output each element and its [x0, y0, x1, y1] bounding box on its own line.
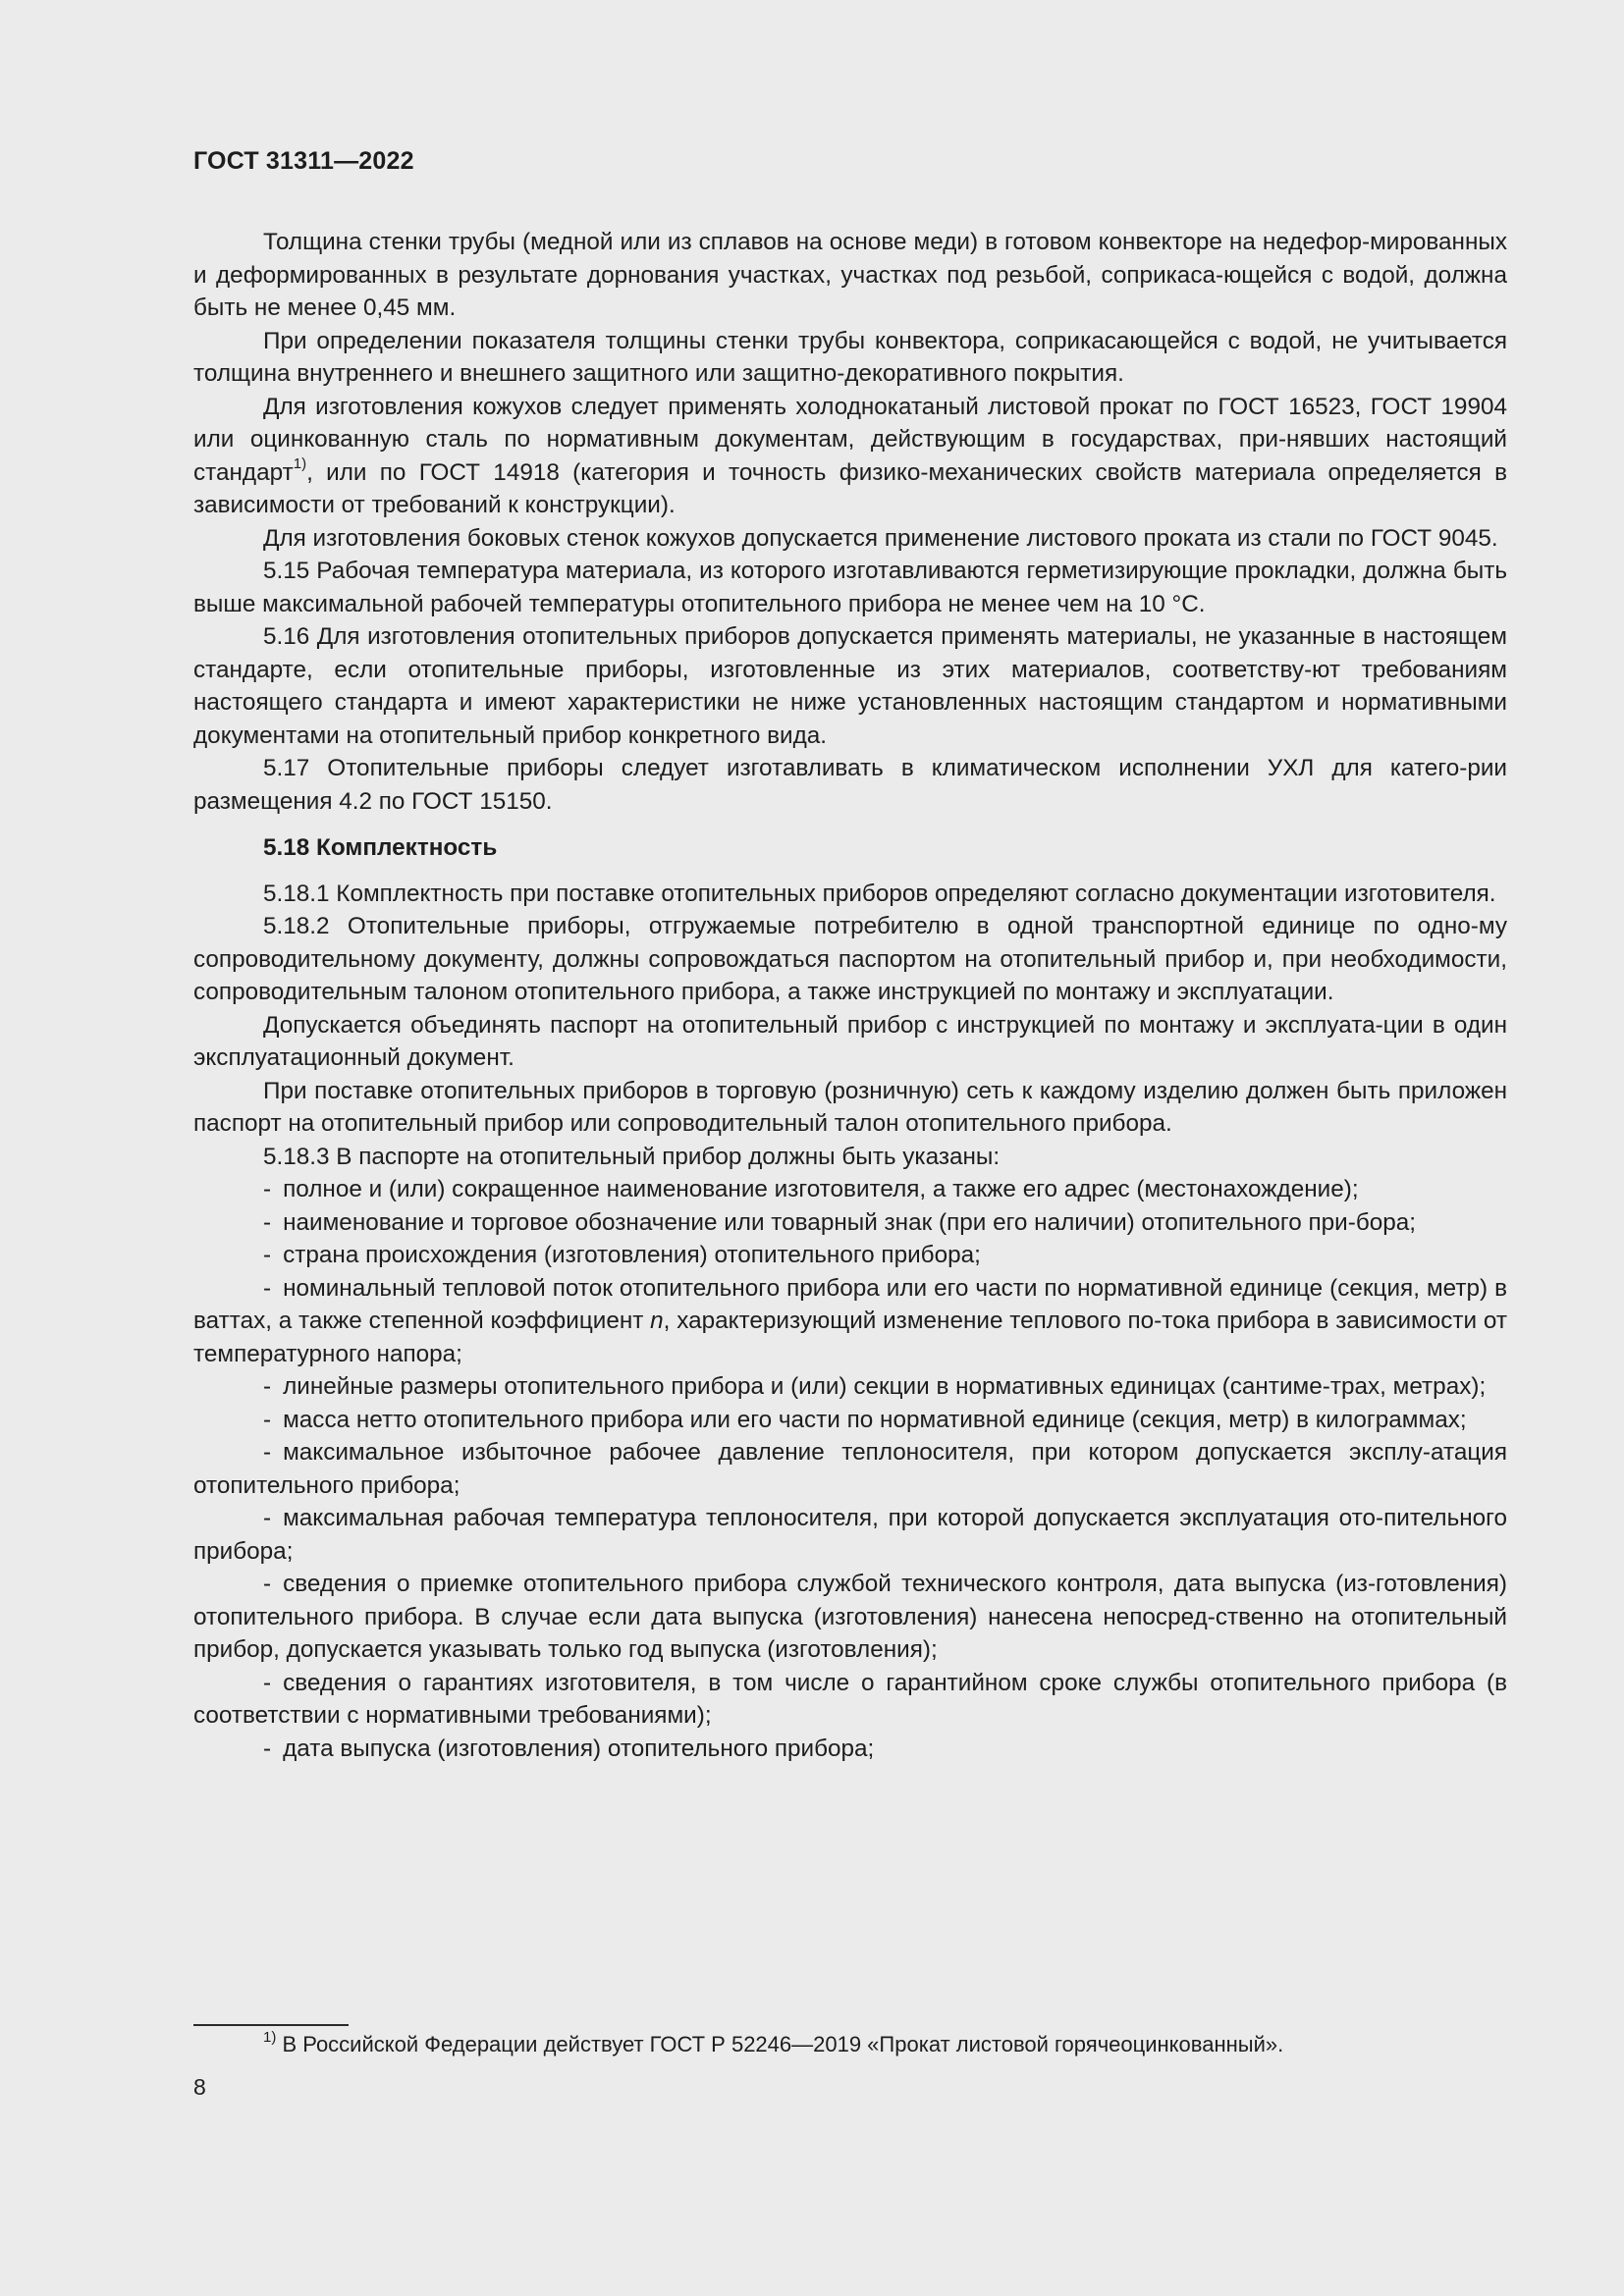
- list-item-text: номинальный тепловой поток отопительного прибора или его части по нормативной единице (секция, метр) в ваттах, а также степенной коэффициент: [193, 1274, 1507, 1334]
- footnote-divider: [193, 2024, 349, 2026]
- paragraph-coating-thickness: При определении показателя толщины стенки трубы конвектора, соприкасающейся с водой, не учитывается толщина внутреннего и внешнего защитного или защитно-декоративного покрытия.: [193, 327, 1507, 387]
- list-dash: -: [263, 1505, 272, 1531]
- list-item: [193, 1370, 1507, 1404]
- paragraph-5-18-1: 5.18.1 Комплектность при поставке отопительных приборов определяют согласно документации изготовителя.: [263, 880, 1496, 907]
- footnote-marker: 1): [263, 2028, 277, 2046]
- list-item-text: максимальная рабочая температура теплоносителя, при которой допускается эксплуатация ото-пительного прибора;: [193, 1505, 1507, 1565]
- list-item-text: страна происхождения (изготовления) отопительного прибора;: [283, 1242, 981, 1268]
- list-item: [193, 1272, 1507, 1371]
- footnote-text: В Российской Федерации действует ГОСТ Р 52246—2019 «Прокат листовой горячеоцинкованный».: [276, 2032, 1284, 2056]
- list-dash: -: [263, 1406, 272, 1433]
- footnote: [263, 2030, 1283, 2059]
- list-item-text: максимальное избыточное рабочее давление теплоносителя, при котором допускается эксплу-атация отопительного прибора;: [193, 1439, 1507, 1499]
- paragraph-5-18-2: 5.18.2 Отопительные приборы, отгружаемые потребителю в одной транспортной единице по одно-му сопроводительному документу, должны сопровождаться паспортом на отопительный прибор и, при необходимости, сопроводительным талоном отопительного прибора, а также инструкцией по монтажу и эксплуатации.: [193, 913, 1507, 1005]
- page-number: 8: [193, 2074, 206, 2100]
- list-dash: -: [263, 1571, 272, 1597]
- list-item: [193, 1404, 1507, 1437]
- list-item-text: полное и (или) сокращенное наименование изготовителя, а также его адрес (местонахождение);: [283, 1176, 1359, 1202]
- paragraph-5-16: 5.16 Для изготовления отопительных приборов допускается применять материалы, не указанные в настоящем стандарте, если отопительные приборы, изготовленные из этих материалов, соответству-ют требованиям настоящего стандарта и имеют характеристики не ниже установленных настоящим стандартом и нормативными документами на отопительный прибор конкретного вида.: [193, 623, 1507, 749]
- list-item-text: сведения о гарантиях изготовителя, в том числе о гарантийном сроке службы отопительного прибора (в соответствии с нормативными требованиями);: [193, 1669, 1507, 1729]
- list-dash: -: [263, 1735, 272, 1762]
- paragraph-combined-passport: Допускается объединять паспорт на отопительный прибор с инструкцией по монтажу и эксплуата-ции в один эксплуатационный документ.: [193, 1011, 1507, 1071]
- paragraph-side-walls: Для изготовления боковых стенок кожухов допускается применение листового проката из стали по ГОСТ 9045.: [263, 524, 1498, 552]
- list-dash: -: [263, 1274, 272, 1302]
- list-dash: -: [263, 1208, 272, 1236]
- variable-n: n: [650, 1308, 664, 1334]
- list-dash: -: [263, 1669, 272, 1696]
- list-dash: -: [263, 1439, 272, 1466]
- paragraph-text: , или по ГОСТ 14918 (категория и точность физико-механических свойств материала определяется в зависимости от требований к конструкции).: [193, 458, 1507, 518]
- list-item-text: сведения о приемке отопительного прибора службой технического контроля, дата выпуска (из-готовления) отопительного прибора. В случае если дата выпуска (изготовления) нанесена непосред-ственно на отопительный прибор, допускается указывать только год выпуска (изготовления);: [193, 1571, 1507, 1663]
- list-dash: -: [263, 1373, 272, 1400]
- list-item: [193, 1173, 1507, 1206]
- list-item: [193, 1667, 1507, 1733]
- paragraph-5-15: 5.15 Рабочая температура материала, из которого изготавливаются герметизирующие прокладки, должна быть выше максимальной рабочей температуры отопительного прибора не менее чем на 10 °С.: [193, 558, 1507, 617]
- list-item: [193, 1436, 1507, 1502]
- list-item-text: линейные размеры отопительного прибора и (или) секции в нормативных единицах (сантиме-трах, метрах);: [283, 1373, 1487, 1400]
- list-item: [193, 1568, 1507, 1667]
- body-text: [193, 226, 1507, 1765]
- paragraph-retail-delivery: При поставке отопительных приборов в торговую (розничную) сеть к каждому изделию должен быть приложен паспорт на отопительный прибор или сопроводительный талон отопительного прибора.: [193, 1077, 1507, 1137]
- list-item: [193, 1502, 1507, 1568]
- list-item: [193, 1239, 1507, 1272]
- paragraph-5-18-3: 5.18.3 В паспорте на отопительный прибор должны быть указаны:: [263, 1143, 1001, 1170]
- list-item: [193, 1733, 1507, 1766]
- document-code-header: ГОСТ 31311—2022: [193, 147, 414, 175]
- paragraph-casing-material: [193, 391, 1507, 522]
- list-item-text: масса нетто отопительного прибора или его части по нормативной единице (секция, метр) в килограммах;: [283, 1406, 1467, 1433]
- paragraph-text: Для изготовления кожухов следует применять холоднокатаный листовой прокат по ГОСТ 16523, ГОСТ 19904 или оцинкованную сталь по нормативным документам, действующим в государствах, при-нявших настоящий стандарт: [193, 393, 1507, 486]
- list-item-text: наименование и торговое обозначение или товарный знак (при его наличии) отопительного при-бора;: [283, 1208, 1417, 1236]
- list-item-text: дата выпуска (изготовления) отопительного прибора;: [283, 1735, 875, 1762]
- list-item: [193, 1206, 1507, 1240]
- paragraph-5-17: 5.17 Отопительные приборы следует изготавливать в климатическом исполнении УХЛ для катего-рии размещения 4.2 по ГОСТ 15150.: [193, 755, 1507, 815]
- list-dash: -: [263, 1242, 272, 1268]
- list-item-text: , характеризующий изменение теплового по-тока прибора в зависимости от температурного напора;: [193, 1308, 1507, 1367]
- paragraph-tube-wall-thickness: Толщина стенки трубы (медной или из сплавов на основе меди) в готовом конвекторе на недефор-мированных и деформированных в результате дорнования участках, участках под резьбой, соприкаса-ющейся с водой, должна быть не менее 0,45 мм.: [193, 229, 1507, 321]
- list-dash: -: [263, 1176, 272, 1202]
- section-heading-5-18: 5.18 Комплектность: [263, 834, 498, 861]
- footnote-reference: 1): [293, 455, 307, 473]
